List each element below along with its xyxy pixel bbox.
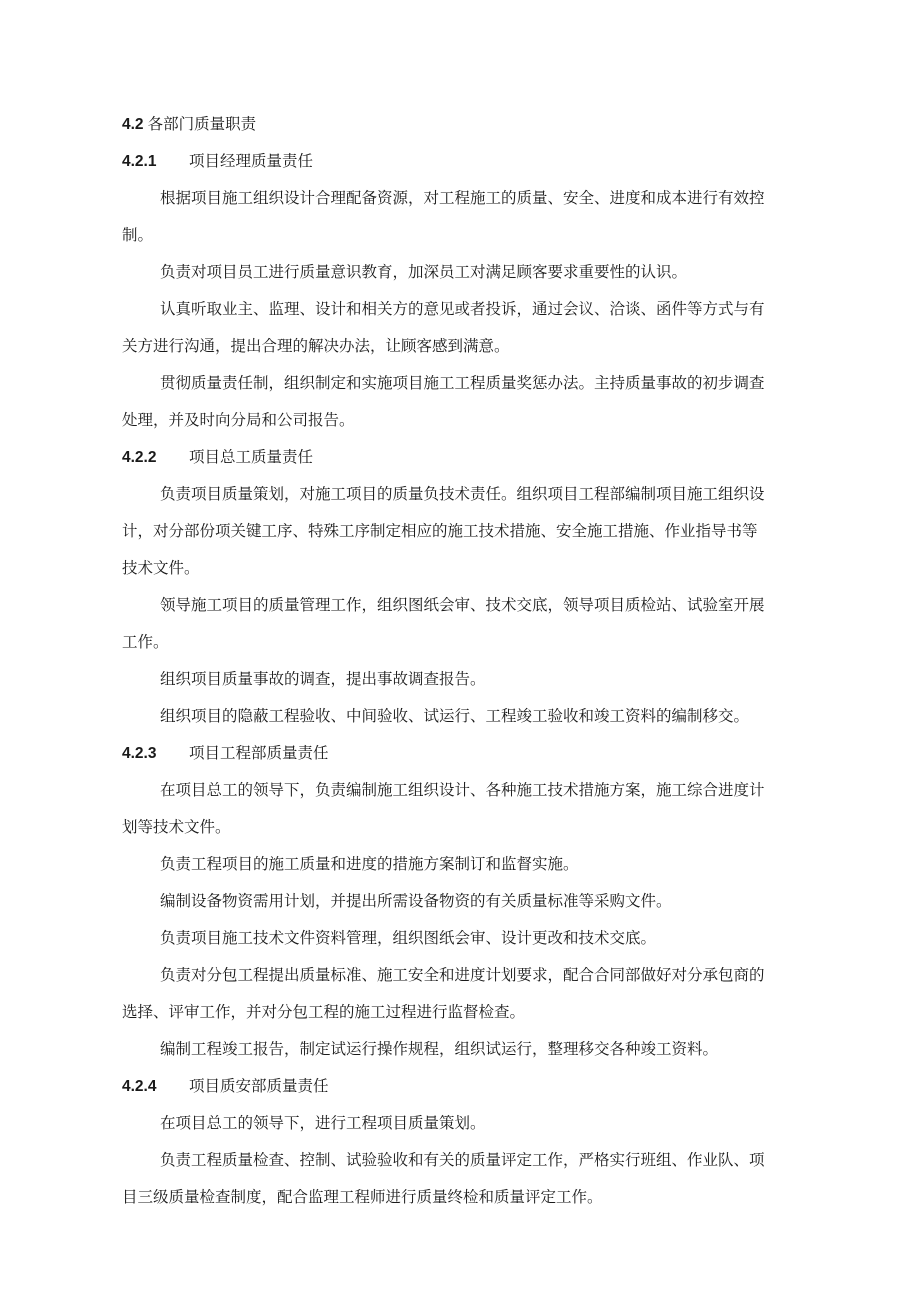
subsection-number: 4.2.2 xyxy=(122,449,157,466)
paragraph-line: 关方进行沟通，提出合理的解决办法，让顾客感到满意。 xyxy=(122,337,510,355)
subsection-heading xyxy=(122,735,822,772)
subsection-title: 项目工程部质量责任 xyxy=(189,744,329,762)
subsection-number: 4.2.4 xyxy=(122,1078,157,1095)
document-body xyxy=(122,106,822,1216)
paragraph xyxy=(122,1105,822,1142)
paragraph xyxy=(122,698,822,735)
paragraph-line: 贯彻质量责任制，组织制定和实施项目施工工程质量奖惩办法。主持质量事故的初步调查 xyxy=(160,374,765,392)
paragraph xyxy=(122,254,822,291)
paragraph-line: 处理，并及时向分局和公司报告。 xyxy=(122,411,355,429)
paragraph-line: 负责项目施工技术文件资料管理，组织图纸会审、设计更改和技术交底。 xyxy=(160,929,657,947)
paragraph-line: 认真听取业主、监理、设计和相关方的意见或者投诉，通过会议、洽谈、函件等方式与有 xyxy=(160,300,765,318)
paragraph xyxy=(122,920,822,957)
paragraph-line: 划等技术文件。 xyxy=(122,818,231,836)
paragraph-line: 编制工程竣工报告，制定试运行操作规程，组织试运行，整理移交各种竣工资料。 xyxy=(160,1040,719,1058)
paragraph-line: 工作。 xyxy=(122,633,169,651)
subsection-heading xyxy=(122,1068,822,1105)
subsection-title: 项目总工质量责任 xyxy=(189,448,314,466)
subsection-number: 4.2.3 xyxy=(122,745,157,762)
section-number: 4.2 xyxy=(122,116,144,133)
paragraph xyxy=(122,661,822,698)
subsection-title: 项目质安部质量责任 xyxy=(189,1077,329,1095)
paragraph-line: 负责工程质量检查、控制、试验验收和有关的质量评定工作，严格实行班组、作业队、项 xyxy=(160,1151,765,1169)
paragraph xyxy=(122,883,822,920)
paragraph-line: 目三级质量检查制度，配合监理工程师进行质量终检和质量评定工作。 xyxy=(122,1188,603,1206)
paragraph xyxy=(122,291,822,365)
paragraph xyxy=(122,476,822,587)
paragraph xyxy=(122,1142,822,1216)
section-heading xyxy=(122,106,822,143)
paragraph-line: 制。 xyxy=(122,226,154,244)
paragraph xyxy=(122,957,822,1031)
paragraph xyxy=(122,772,822,846)
section-title: 各部门质量职责 xyxy=(147,115,257,133)
paragraph-line: 在项目总工的领导下，进行工程项目质量策划。 xyxy=(160,1114,486,1132)
paragraph-line: 负责工程项目的施工质量和进度的措施方案制订和监督实施。 xyxy=(160,855,579,873)
paragraph-line: 编制设备物资需用计划，并提出所需设备物资的有关质量标准等采购文件。 xyxy=(160,892,672,910)
subsection-heading xyxy=(122,143,822,180)
paragraph-line: 负责对项目员工进行质量意识教育，加深员工对满足顾客要求重要性的认识。 xyxy=(160,263,688,281)
paragraph xyxy=(122,1031,822,1068)
paragraph-line: 领导施工项目的质量管理工作，组织图纸会审、技术交底，领导项目质检站、试验室开展 xyxy=(160,596,765,614)
paragraph xyxy=(122,180,822,254)
paragraph-line: 组织项目的隐蔽工程验收、中间验收、试运行、工程竣工验收和竣工资料的编制移交。 xyxy=(160,707,750,725)
paragraph-line: 选择、评审工作，并对分包工程的施工过程进行监督检查。 xyxy=(122,1003,526,1021)
paragraph-line: 组织项目质量事故的调查，提出事故调查报告。 xyxy=(160,670,486,688)
paragraph-line: 负责对分包工程提出质量标准、施工安全和进度计划要求，配合合同部做好对分承包商的 xyxy=(160,966,765,984)
paragraph-line: 技术文件。 xyxy=(122,559,200,577)
paragraph xyxy=(122,846,822,883)
subsection-number: 4.2.1 xyxy=(122,153,157,170)
paragraph-line: 根据项目施工组织设计合理配备资源，对工程施工的质量、安全、进度和成本进行有效控 xyxy=(160,189,765,207)
subsection-title: 项目经理质量责任 xyxy=(189,152,314,170)
paragraph-line: 在项目总工的领导下，负责编制施工组织设计、各种施工技术措施方案，施工综合进度计 xyxy=(160,781,765,799)
subsection-heading xyxy=(122,439,822,476)
paragraph xyxy=(122,365,822,439)
paragraph-line: 负责项目质量策划，对施工项目的质量负技术责任。组织项目工程部编制项目施工组织设 xyxy=(160,485,765,503)
paragraph-line: 计，对分部份项关键工序、特殊工序制定相应的施工技术措施、安全施工措施、作业指导书等 xyxy=(122,522,758,540)
paragraph xyxy=(122,587,822,661)
